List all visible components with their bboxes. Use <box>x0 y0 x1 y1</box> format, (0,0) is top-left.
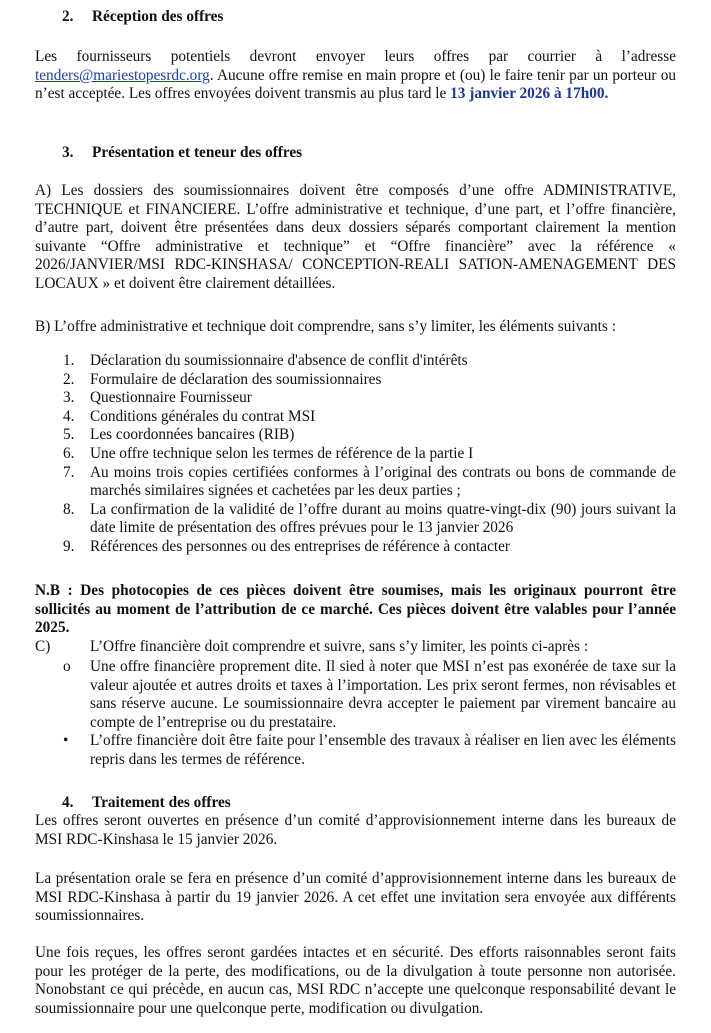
opening-paragraph: Les offres seront ouvertes en présence d’un comité d’approvisionnement interne dans les bureaux de MSI RDC-Kinshasa le 15 janvier 2026. <box>35 812 676 848</box>
security-paragraph: Une fois reçues, les offres seront gardées intactes et en sécurité. Des efforts raisonnables seront faits pour les protéger de la perte, des modifications, ou de la divulgation à toute personne non autorisée. Nonobstant ce qui précède, en aucun cas, MSI RDC n’accepte une quelconque responsabilité devant le soumissionnaire pour une quelconque perte, modification ou divulgation. <box>35 944 676 1017</box>
list-item: 7. Au moins trois copies certifiées conformes à l’original des contrats ou bons de commande de marchés similaires signées et cachetées par les deux parties ; <box>63 463 676 500</box>
list-item: 9. Références des personnes ou des entreprises de référence à contacter <box>63 537 511 555</box>
paragraph-a: A) Les dossiers des soumissionnaires doivent être composés d’une offre ADMINISTRATIVE, TECHNIQUE et FINANCIERE. L’offre administrative et technique, d’une part, et l’offre financière, d’autre part, doivent être présentées dans deux dossiers séparés comportant clairement la mention suivante “Offre administrative et technique” et “Offre financière” avec la référence « 2026/JANVIER/MSI RDC-KINSHASA/ CONCEPTION-REALI SATION-AMENAGEMENT DES LOCAUX » et doivent être clairement détaillées. <box>35 182 676 292</box>
list-item: 8. La confirmation de la validité de l’offre durant au moins quatre-vingt-dix (90) jours suivant la date limite de présentation des offres prévues pour le 13 janvier 2026 <box>63 500 676 537</box>
section-title: Traitement des offres <box>92 794 231 811</box>
oral-presentation-paragraph: La présentation orale se fera en présence d’un comité d’approvisionnement interne dans les bureaux de MSI RDC-Kinshasa à partir du 19 janvier 2026. A cet effet une invitation sera envoyée aux différents soumissionnaires. <box>35 870 676 925</box>
list-item: 5. Les coordonnées bancaires (RIB) <box>63 426 295 444</box>
list-item: 3. Questionnaire Fournisseur <box>63 389 252 407</box>
required-documents-list <box>35 352 676 557</box>
list-item: 4. Conditions générales du contrat MSI <box>63 407 316 425</box>
list-item: 6. Une offre technique selon les termes de référence de la partie I <box>63 444 474 462</box>
section-number: 3. <box>62 144 74 161</box>
section-2-heading <box>62 8 223 27</box>
list-item: o Une offre financière proprement dite. Il sied à noter que MSI n’est pas exonérée de taxe sur la valeur ajoutée et autres droits et taxes à l’importation. Les prix seront fermes, non révisables et sans réserve aucune. Le soumissionnaire devra accepter le paiement par virement bancaire au compte de l’entreprise ou du prestataire. <box>63 658 676 731</box>
list-item: 1. Déclaration du soumissionnaire d'absence de conflit d'intérêts <box>63 352 468 369</box>
email-link[interactable]: tenders@mariestopesrdc.org <box>35 66 210 84</box>
paragraph-c <box>35 638 676 657</box>
section-title: Réception des offres <box>92 8 224 25</box>
paragraph-b: B) L’offre administrative et technique doit comprendre, sans s’y limiter, les éléments suivants : <box>35 318 616 335</box>
reception-text-start: Les fournisseurs potentiels devront envoyer leurs offres par courrier à l’adresse <box>35 48 676 65</box>
deadline-date: 13 janvier 2026 à 17h00. <box>450 85 609 103</box>
bullet-icon: o <box>63 658 71 675</box>
nb-note: N.B : Des photocopies de ces pièces doivent être soumises, mais les originaux pourront être sollicités au moment de l’attribution de ce marché. Ces pièces doivent être valables pour l’année 2025. <box>35 582 676 637</box>
list-item: • L’offre financière doit être faite pour l’ensemble des travaux à réaliser en lien avec les éléments repris dans les termes de référence. <box>63 732 676 768</box>
section-title: Présentation et teneur des offres <box>92 144 303 161</box>
reception-text-end: . Aucune offre remise en main propre et (ou) le faire tenir par un porteur ou n’est acceptée. Les offres envoyées doivent transmis au plus tard le <box>35 66 676 103</box>
section-number: 4. <box>62 794 74 811</box>
paragraph-c-text: L’Offre financière doit comprendre et suivre, sans s’y limiter, les points ci-après : <box>90 638 589 655</box>
financial-offer-list <box>35 658 676 770</box>
bullet-icon: • <box>63 732 69 750</box>
list-item: 2. Formulaire de déclaration des soumissionnaires <box>63 370 382 388</box>
reception-paragraph <box>35 48 676 104</box>
section-number: 2. <box>62 8 74 25</box>
section-3-heading <box>62 144 302 163</box>
paragraph-c-label: C) <box>35 638 51 655</box>
section-4-heading <box>62 794 231 813</box>
